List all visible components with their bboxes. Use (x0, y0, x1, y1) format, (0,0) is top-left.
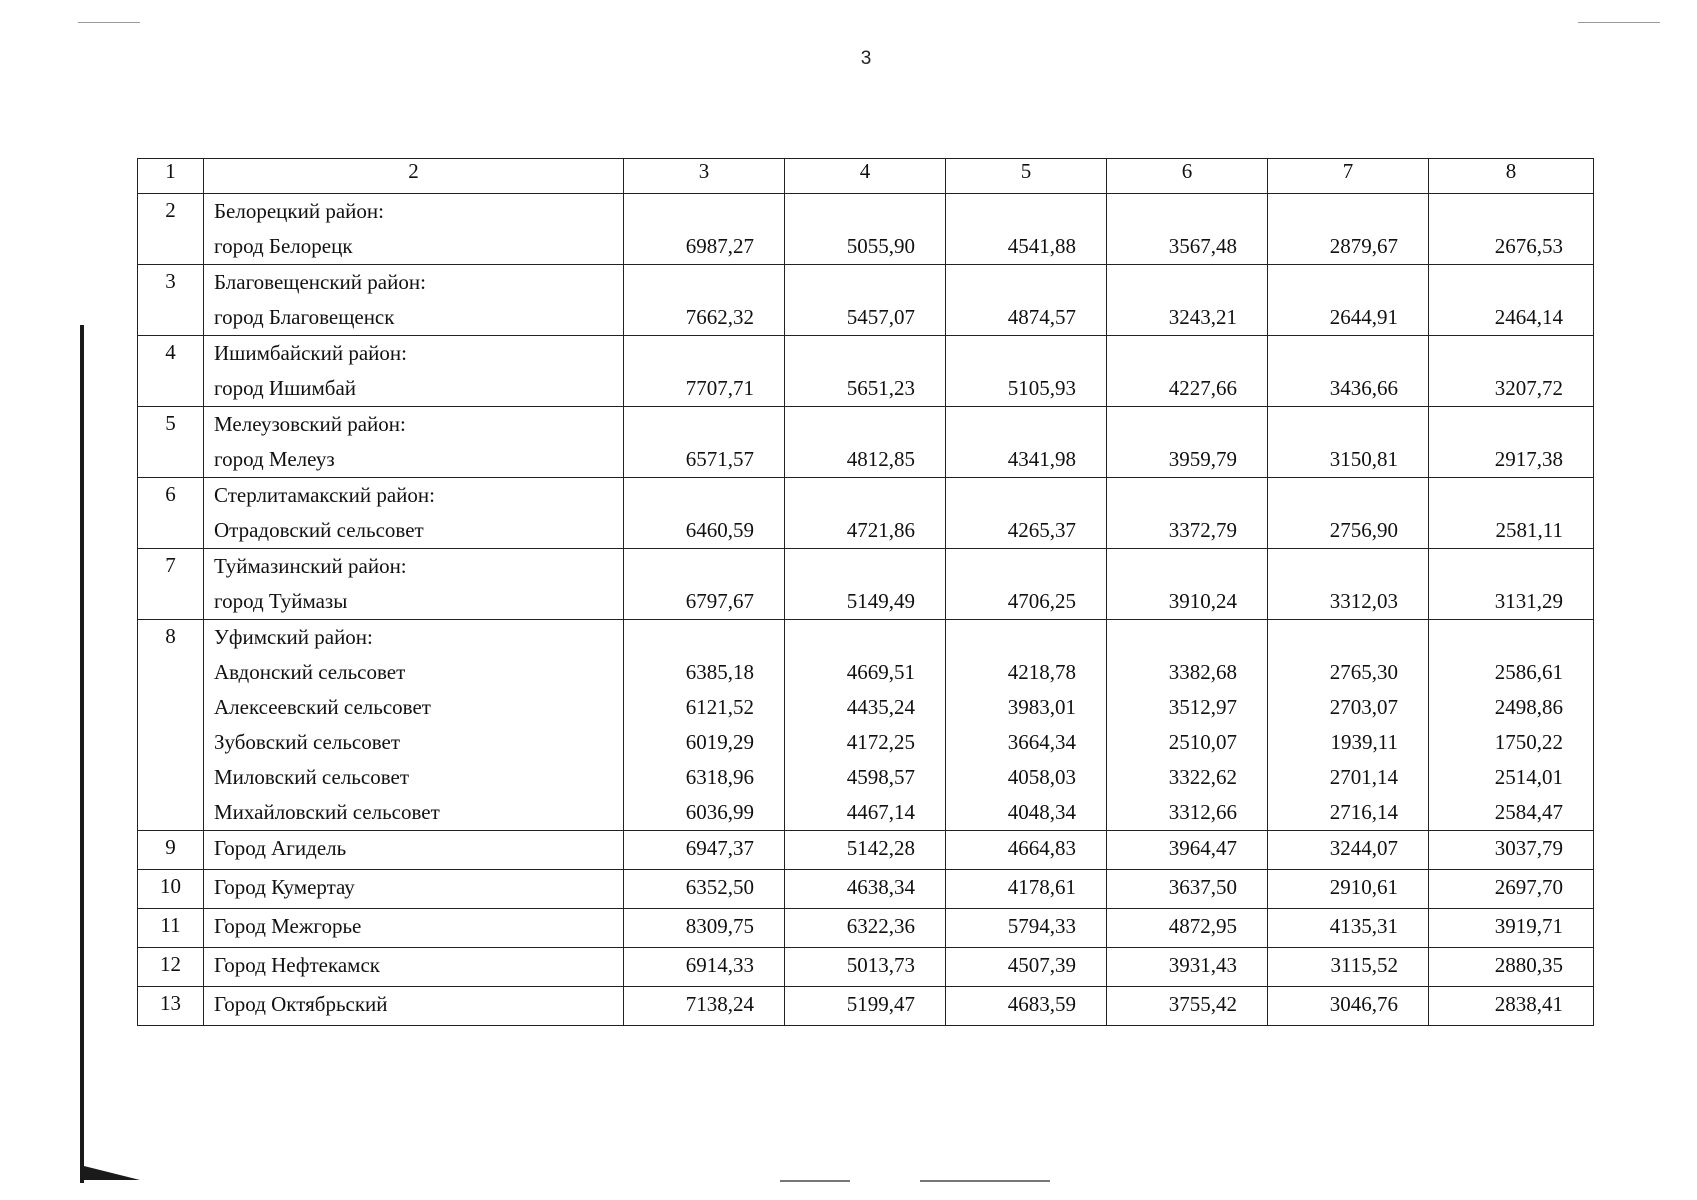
value: 5149,49 (846, 589, 915, 613)
value-cell-col-6 (1107, 987, 1268, 1026)
row-number: 10 (138, 870, 204, 909)
value-cell-col-6 (1107, 549, 1268, 620)
value: 3046,76 (1329, 992, 1398, 1016)
value: 3312,03 (1329, 589, 1398, 613)
value: 5142,28 (846, 836, 915, 860)
empty-line (785, 336, 915, 371)
value-cell-col-5 (946, 194, 1107, 265)
column-number: 5 (946, 159, 1107, 194)
value-cell-col-3 (624, 194, 785, 265)
value: 3436,66 (1329, 376, 1398, 400)
value: 4507,39 (1007, 953, 1076, 977)
column-number-row (138, 159, 1594, 194)
value: 4135,31 (1329, 914, 1398, 938)
scan-margin-line-right (1578, 22, 1660, 23)
table-row (138, 549, 1594, 620)
value: 1750,22 (1494, 730, 1563, 754)
value-cell-col-8 (1429, 265, 1594, 336)
value-cell-col-3 (624, 870, 785, 909)
territory-name: Город Кумертау (214, 875, 355, 899)
district-name: Белорецкий район: (214, 199, 384, 223)
empty-line (1429, 620, 1563, 655)
value-cell-col-7 (1268, 948, 1429, 987)
value-cell-col-4 (785, 549, 946, 620)
value-cell-col-7 (1268, 870, 1429, 909)
value: 3983,01 (1007, 695, 1076, 719)
value: 3322,62 (1168, 765, 1237, 789)
value: 2498,86 (1494, 695, 1563, 719)
column-number: 6 (1107, 159, 1268, 194)
value-cell-col-4 (785, 265, 946, 336)
value-cell-col-8 (1429, 620, 1594, 831)
table-row (138, 620, 1594, 831)
territory-name-cell (204, 987, 624, 1026)
value-cell-col-6 (1107, 870, 1268, 909)
empty-line (1268, 620, 1398, 655)
value-cell-col-3 (624, 620, 785, 831)
value-cell-col-7 (1268, 478, 1429, 549)
column-number: 8 (1429, 159, 1594, 194)
territory-name: Зубовский сельсовет (214, 730, 401, 754)
empty-line (1107, 194, 1237, 229)
row-number: 6 (138, 478, 204, 549)
empty-line (1429, 336, 1563, 371)
value: 4683,59 (1007, 992, 1076, 1016)
empty-line (785, 194, 915, 229)
empty-line (1268, 549, 1398, 584)
value-cell-col-3 (624, 265, 785, 336)
empty-line (1107, 265, 1237, 300)
value-cell-col-4 (785, 909, 946, 948)
district-name: Уфимский район: (214, 625, 373, 649)
scan-bottom-line (920, 1180, 1050, 1182)
value-cell-col-4 (785, 336, 946, 407)
value: 2879,67 (1329, 234, 1398, 258)
value-cell-col-5 (946, 336, 1107, 407)
district-name: Мелеузовский район: (214, 412, 406, 436)
value: 2514,01 (1494, 765, 1563, 789)
value: 4638,34 (846, 875, 915, 899)
value-cell-col-5 (946, 549, 1107, 620)
empty-line (1268, 194, 1398, 229)
empty-line (1429, 549, 1563, 584)
table-row (138, 478, 1594, 549)
empty-line (1107, 478, 1237, 513)
territory-name: город Благовещенск (214, 305, 395, 329)
value-cell-col-4 (785, 194, 946, 265)
empty-line (1268, 478, 1398, 513)
value: 6987,27 (685, 234, 754, 258)
value-cell-col-8 (1429, 194, 1594, 265)
value: 5055,90 (846, 234, 915, 258)
territory-name: Город Агидель (214, 836, 347, 860)
page-number: 3 (860, 48, 872, 69)
value: 4265,37 (1007, 518, 1076, 542)
table-row (138, 987, 1594, 1026)
empty-line (624, 194, 754, 229)
value-cell-col-4 (785, 831, 946, 870)
value: 6121,52 (685, 695, 754, 719)
value-cell-col-3 (624, 478, 785, 549)
territory-name: Авдонский сельсовет (214, 660, 406, 684)
value-cell-col-7 (1268, 831, 1429, 870)
value-cell-col-5 (946, 870, 1107, 909)
district-name: Стерлитамакский район: (214, 483, 435, 507)
table-body (138, 194, 1594, 1026)
table-row (138, 336, 1594, 407)
empty-line (1107, 407, 1237, 442)
empty-line (1429, 194, 1563, 229)
value: 5457,07 (846, 305, 915, 329)
value: 3131,29 (1494, 589, 1563, 613)
territory-name: город Мелеуз (214, 447, 335, 471)
empty-line (946, 407, 1076, 442)
value: 4872,95 (1168, 914, 1237, 938)
value-cell-col-7 (1268, 194, 1429, 265)
value: 4048,34 (1007, 800, 1076, 824)
empty-line (946, 336, 1076, 371)
value: 7138,24 (685, 992, 754, 1016)
value: 4178,61 (1007, 875, 1076, 899)
value: 4669,51 (846, 660, 915, 684)
territory-name-cell (204, 478, 624, 549)
value: 2917,38 (1494, 447, 1563, 471)
value-cell-col-6 (1107, 336, 1268, 407)
value: 2586,61 (1494, 660, 1563, 684)
value: 3372,79 (1168, 518, 1237, 542)
value-cell-col-5 (946, 407, 1107, 478)
empty-line (946, 620, 1076, 655)
value: 2464,14 (1494, 305, 1563, 329)
territory-name: город Туймазы (214, 589, 348, 613)
value: 4341,98 (1007, 447, 1076, 471)
value: 2716,14 (1329, 800, 1398, 824)
empty-line (624, 336, 754, 371)
column-number: 7 (1268, 159, 1429, 194)
table-row (138, 407, 1594, 478)
row-number: 13 (138, 987, 204, 1026)
value-cell-col-7 (1268, 407, 1429, 478)
territory-name: Отрадовский сельсовет (214, 518, 424, 542)
table-row (138, 831, 1594, 870)
value: 3964,47 (1168, 836, 1237, 860)
value: 3931,43 (1168, 953, 1237, 977)
value: 2697,70 (1494, 875, 1563, 899)
value: 2838,41 (1494, 992, 1563, 1016)
value-cell-col-3 (624, 831, 785, 870)
value: 3115,52 (1330, 953, 1398, 977)
empty-line (785, 265, 915, 300)
value-cell-col-8 (1429, 987, 1594, 1026)
value: 2880,35 (1494, 953, 1563, 977)
empty-line (624, 407, 754, 442)
territory-name-cell (204, 194, 624, 265)
value-cell-col-8 (1429, 870, 1594, 909)
value-cell-col-7 (1268, 549, 1429, 620)
row-number: 4 (138, 336, 204, 407)
value: 4874,57 (1007, 305, 1076, 329)
value: 2644,91 (1329, 305, 1398, 329)
value-cell-col-8 (1429, 549, 1594, 620)
territory-name-cell (204, 620, 624, 831)
column-number: 2 (204, 159, 624, 194)
row-number: 9 (138, 831, 204, 870)
value-cell-col-4 (785, 987, 946, 1026)
value: 4706,25 (1007, 589, 1076, 613)
empty-line (785, 549, 915, 584)
value: 4664,83 (1007, 836, 1076, 860)
row-number: 7 (138, 549, 204, 620)
value: 4218,78 (1007, 660, 1076, 684)
value: 2510,07 (1168, 730, 1237, 754)
value-cell-col-3 (624, 987, 785, 1026)
territory-name-cell (204, 870, 624, 909)
value: 3207,72 (1494, 376, 1563, 400)
row-number: 3 (138, 265, 204, 336)
value: 2581,11 (1495, 518, 1563, 542)
district-name: Ишимбайский район: (214, 341, 407, 365)
value: 5105,93 (1007, 376, 1076, 400)
value-cell-col-3 (624, 407, 785, 478)
value: 3755,42 (1168, 992, 1237, 1016)
empty-line (1268, 407, 1398, 442)
value: 4058,03 (1007, 765, 1076, 789)
data-table (137, 158, 1594, 1026)
empty-line (946, 265, 1076, 300)
empty-line (624, 478, 754, 513)
column-number: 3 (624, 159, 785, 194)
value-cell-col-7 (1268, 909, 1429, 948)
value: 6318,96 (685, 765, 754, 789)
value: 2756,90 (1329, 518, 1398, 542)
value: 4227,66 (1168, 376, 1237, 400)
empty-line (946, 194, 1076, 229)
value: 4541,88 (1007, 234, 1076, 258)
value-cell-col-4 (785, 407, 946, 478)
empty-line (1429, 265, 1563, 300)
column-number: 1 (138, 159, 204, 194)
empty-line (1429, 478, 1563, 513)
value: 7707,71 (685, 376, 754, 400)
value: 2584,47 (1494, 800, 1563, 824)
value: 1939,11 (1330, 730, 1398, 754)
value-cell-col-4 (785, 870, 946, 909)
table-row (138, 948, 1594, 987)
empty-line (1107, 620, 1237, 655)
value: 3312,66 (1168, 800, 1237, 824)
empty-line (1268, 265, 1398, 300)
empty-line (624, 265, 754, 300)
column-number: 4 (785, 159, 946, 194)
row-number: 2 (138, 194, 204, 265)
value-cell-col-5 (946, 478, 1107, 549)
value: 5199,47 (846, 992, 915, 1016)
value: 5013,73 (846, 953, 915, 977)
value-cell-col-6 (1107, 948, 1268, 987)
value-cell-col-4 (785, 478, 946, 549)
value: 6947,37 (685, 836, 754, 860)
territory-name: город Белорецк (214, 234, 353, 258)
value: 3244,07 (1329, 836, 1398, 860)
value: 4172,25 (846, 730, 915, 754)
empty-line (785, 620, 915, 655)
value-cell-col-5 (946, 987, 1107, 1026)
value: 3150,81 (1329, 447, 1398, 471)
value-cell-col-6 (1107, 831, 1268, 870)
value: 2765,30 (1329, 660, 1398, 684)
value-cell-col-6 (1107, 265, 1268, 336)
value: 7662,32 (685, 305, 754, 329)
value-cell-col-3 (624, 909, 785, 948)
value-cell-col-3 (624, 549, 785, 620)
value: 3037,79 (1494, 836, 1563, 860)
value-cell-col-6 (1107, 478, 1268, 549)
district-name: Туймазинский район: (214, 554, 407, 578)
value: 2676,53 (1494, 234, 1563, 258)
value: 2701,14 (1329, 765, 1398, 789)
value: 6036,99 (685, 800, 754, 824)
empty-line (1429, 407, 1563, 442)
value: 6385,18 (685, 660, 754, 684)
value: 4598,57 (846, 765, 915, 789)
value: 4812,85 (846, 447, 915, 471)
territory-name: Город Межгорье (214, 914, 362, 938)
empty-line (946, 549, 1076, 584)
value: 3567,48 (1168, 234, 1237, 258)
table-row (138, 909, 1594, 948)
value-cell-col-4 (785, 948, 946, 987)
row-number: 11 (138, 909, 204, 948)
value: 3637,50 (1168, 875, 1237, 899)
row-number: 8 (138, 620, 204, 831)
territory-name-cell (204, 549, 624, 620)
value: 6352,50 (685, 875, 754, 899)
value: 6019,29 (685, 730, 754, 754)
territory-name-cell (204, 407, 624, 478)
value-cell-col-8 (1429, 948, 1594, 987)
territory-name: город Ишимбай (214, 376, 357, 400)
value: 6571,57 (685, 447, 754, 471)
scan-margin-line-left (78, 22, 140, 23)
value-cell-col-8 (1429, 336, 1594, 407)
territory-name: Миловский сельсовет (214, 765, 409, 789)
value: 6460,59 (685, 518, 754, 542)
value: 3512,97 (1168, 695, 1237, 719)
value-cell-col-6 (1107, 620, 1268, 831)
empty-line (1107, 549, 1237, 584)
value: 4721,86 (846, 518, 915, 542)
territory-name-cell (204, 831, 624, 870)
value: 8309,75 (685, 914, 754, 938)
value: 5794,33 (1007, 914, 1076, 938)
territory-name-cell (204, 909, 624, 948)
value: 6322,36 (846, 914, 915, 938)
value: 6914,33 (685, 953, 754, 977)
value: 2910,61 (1329, 875, 1398, 899)
value-cell-col-4 (785, 620, 946, 831)
value-cell-col-6 (1107, 407, 1268, 478)
territory-name-cell (204, 336, 624, 407)
value-cell-col-6 (1107, 909, 1268, 948)
value-cell-col-8 (1429, 407, 1594, 478)
territory-name-cell (204, 265, 624, 336)
territory-name: Михайловский сельсовет (214, 800, 440, 824)
value: 3243,21 (1168, 305, 1237, 329)
value-cell-col-7 (1268, 987, 1429, 1026)
empty-line (624, 549, 754, 584)
value-cell-col-5 (946, 831, 1107, 870)
empty-line (785, 478, 915, 513)
value-cell-col-7 (1268, 265, 1429, 336)
row-number: 12 (138, 948, 204, 987)
value: 2703,07 (1329, 695, 1398, 719)
value: 4435,24 (846, 695, 915, 719)
territory-name-cell (204, 948, 624, 987)
value-cell-col-5 (946, 948, 1107, 987)
value-cell-col-8 (1429, 478, 1594, 549)
district-name: Благовещенский район: (214, 270, 426, 294)
table-row (138, 870, 1594, 909)
value-cell-col-7 (1268, 336, 1429, 407)
scan-binding-corner (84, 1166, 140, 1180)
table-row (138, 265, 1594, 336)
table-row (138, 194, 1594, 265)
value: 3959,79 (1168, 447, 1237, 471)
value: 3919,71 (1494, 914, 1563, 938)
value-cell-col-6 (1107, 194, 1268, 265)
value: 3664,34 (1007, 730, 1076, 754)
empty-line (1107, 336, 1237, 371)
territory-name: Город Октябрьский (214, 992, 388, 1016)
value-cell-col-3 (624, 948, 785, 987)
territory-name: Алексеевский сельсовет (214, 695, 431, 719)
value-cell-col-7 (1268, 620, 1429, 831)
value-cell-col-8 (1429, 831, 1594, 870)
scan-bottom-line (780, 1180, 850, 1182)
value: 3382,68 (1168, 660, 1237, 684)
empty-line (624, 620, 754, 655)
value: 3910,24 (1168, 589, 1237, 613)
value: 4467,14 (846, 800, 915, 824)
territory-name: Город Нефтекамск (214, 953, 380, 977)
value-cell-col-8 (1429, 909, 1594, 948)
value-cell-col-5 (946, 620, 1107, 831)
row-number: 5 (138, 407, 204, 478)
scan-binding-edge (80, 325, 84, 1183)
value: 6797,67 (685, 589, 754, 613)
value-cell-col-3 (624, 336, 785, 407)
empty-line (785, 407, 915, 442)
empty-line (946, 478, 1076, 513)
value-cell-col-5 (946, 909, 1107, 948)
value: 5651,23 (846, 376, 915, 400)
empty-line (1268, 336, 1398, 371)
value-cell-col-5 (946, 265, 1107, 336)
